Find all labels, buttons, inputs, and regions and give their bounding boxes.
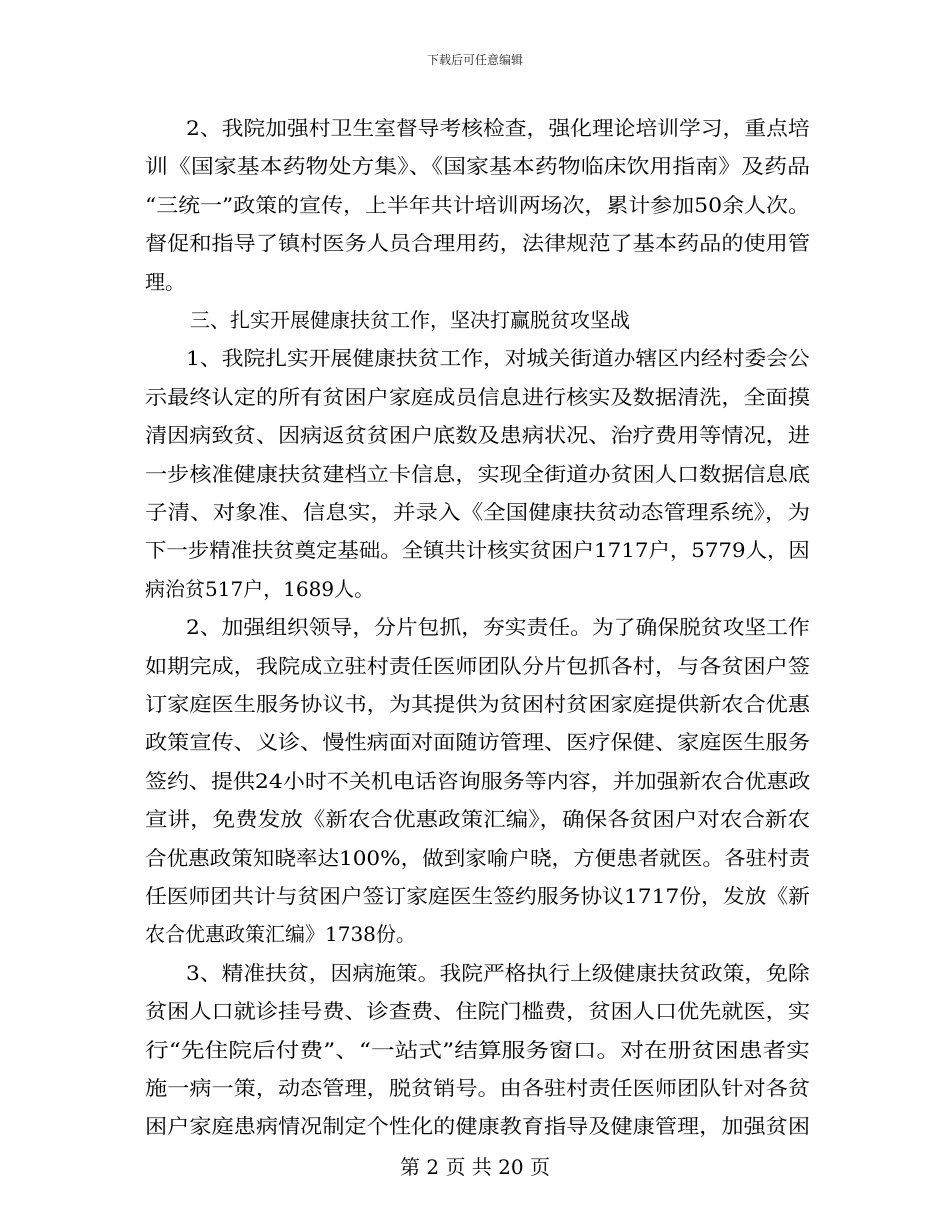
text-line: 下一步精准扶贫奠定基础。全镇共计核实贫困户1717户，5779人，因 — [145, 538, 810, 563]
text-line: 训《国家基本药物处方集》、《国家基本药物临床饮用指南》及药品 — [145, 154, 810, 179]
text-line: 示最终认定的所有贫困户家庭成员信息进行核实及数据清洗，全面摸 — [145, 384, 810, 409]
text-line: 3、精准扶贫，因病施策。我院严格执行上级健康扶贫政策，免除 — [186, 960, 810, 985]
text-line: 订家庭医生服务协议书，为其提供为贫困村贫困家庭提供新农合优惠 — [145, 692, 810, 716]
text-line: 任医师团共计与贫困户签订家庭医生签约服务协议1717份，发放《新 — [145, 884, 810, 908]
text-line: “三统一”政策的宣传，上半年共计培训两场次，累计参加50余人次。 — [145, 192, 810, 217]
section-heading: 三、扎实开展健康扶贫工作，坚决打赢脱贫攻坚战 — [190, 308, 630, 332]
page-number: 第 2 页 共 20 页 — [400, 1155, 550, 1179]
text-line: 理。 — [145, 269, 185, 294]
text-line: 2、我院加强村卫生室督导考核检查，强化理论培训学习，重点培 — [186, 116, 810, 140]
text-line: 农合优惠政策汇编》1738份。 — [145, 922, 416, 947]
text-line: 施一病一策，动态管理，脱贫销号。由各驻村责任医师团队针对各贫 — [145, 1076, 810, 1100]
text-line: 如期完成，我院成立驻村责任医师团队分片包抓各村，与各贫困户签 — [145, 653, 810, 678]
text-line: 宣讲，免费发放《新农合优惠政策汇编》，确保各贫困户对农合新农 — [145, 807, 810, 832]
text-line: 督促和指导了镇村医务人员合理用药，法律规范了基本药品的使用管 — [145, 231, 810, 256]
text-line: 政策宣传、义诊、慢性病面对面随访管理、医疗保健、家庭医生服务 — [145, 730, 810, 755]
text-line: 一步核准健康扶贫建档立卡信息，实现全街道办贫困人口数据信息底 — [145, 461, 810, 486]
text-line: 病治贫517户，1689人。 — [145, 576, 375, 601]
text-line: 签约、提供24小时不关机电话咨询服务等内容，并加强新农合优惠政 — [145, 768, 811, 793]
text-line: 2、加强组织领导，分片包抓，夯实责任。为了确保脱贫攻坚工作 — [186, 615, 810, 640]
page-header-note: 下载后可任意编辑 — [426, 53, 523, 67]
text-line: 1、我院扎实开展健康扶贫工作，对城关街道办辖区内经村委会公 — [186, 346, 810, 371]
text-line: 行“先住院后付费”、“一站式”结算服务窗口。对在册贫困患者实 — [145, 1037, 810, 1062]
text-line: 贫困人口就诊挂号费、诊查费、住院门槛费，贫困人口优先就医，实 — [145, 999, 810, 1024]
text-line: 子清、对象准、信息实，并录入《全国健康扶贫动态管理系统》，为 — [145, 500, 810, 524]
text-line: 困户家庭患病情况制定个性化的健康教育指导及健康管理，加强贫困 — [145, 1114, 810, 1139]
text-line: 清因病致贫、因病返贫贫困户底数及患病状况、治疗费用等情况，进 — [145, 423, 810, 448]
text-line: 合优惠政策知晓率达100%，做到家喻户晓，方便患者就医。各驻村责 — [145, 845, 811, 870]
